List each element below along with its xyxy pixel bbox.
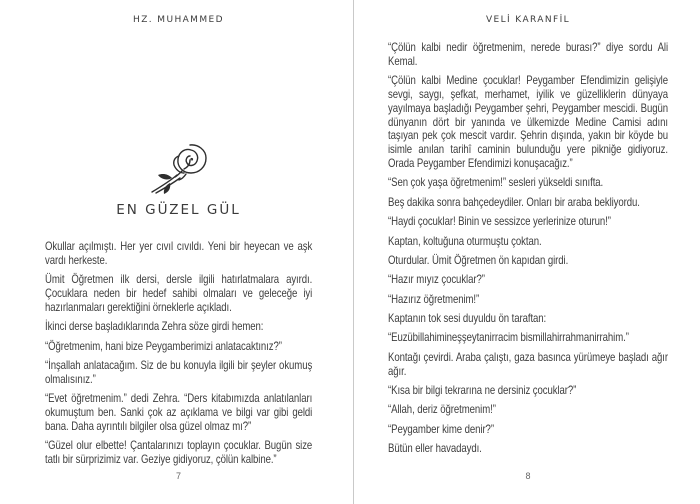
body-paragraph: Kontağı çevirdi. Araba çalıştı, gaza basınca yürümeye başladı ağır ağır.	[388, 349, 668, 378]
body-paragraph: Oturdular. Ümit Öğretmen ön kapıdan girdi.	[388, 252, 569, 267]
running-header-left: HZ. MUHAMMED	[133, 15, 224, 25]
body-paragraph: “Çölün kalbi Medine çocuklar! Peygamber Efendimizin gelişiyle sevgi, saygı, şefkat, merhamet, iyilik ve güzelliklerin dünyaya yayılmaya başladığı Peygamber şehri, Peygamber mescidi. Bugün dünyanın dört bir yanında ve ülkemizde Medine Camisi adını taşıyan pek çok mescit vardır. Şehrin dışında, yakın bir köyde bu isimle anılan tarihî caminin bulunduğu yere pikniğe gidiyoruz. Orada Peygamber Efendimizi konuşacağız.”	[388, 73, 668, 170]
body-paragraph: “Hazırız öğretmenim!”	[388, 291, 480, 306]
body-paragraph: Beş dakika sonra bahçedeydiler. Onları bir araba bekliyordu.	[388, 194, 640, 209]
body-paragraph: “Haydi çocuklar! Binin ve sessizce yerlerinize oturun!”	[388, 214, 611, 229]
left-page-body	[45, 240, 312, 472]
body-paragraph: Kaptanın tok sesi duyuldu ön taraftan:	[388, 311, 547, 326]
body-paragraph: “Hazır mıyız çocuklar?”	[388, 272, 485, 287]
body-paragraph: “Evet öğretmenim.” dedi Zehra. “Ders kitabımızda anlatılanları okumuştum ben. Sanki çok az açıklama ve bilgi var gibi geldi bana. Daha ayrıntılı bilgiler olsa güzel olmaz mı?”	[45, 391, 313, 433]
body-paragraph: “Allah, deriz öğretmenim!”	[388, 402, 496, 417]
body-paragraph: “Güzel olur elbette! Çantalarınızı toplayın çocuklar. Bugün size tatlı bir sürprizimiz var. Geziye gidiyoruz, çölün kalbine.”	[45, 438, 313, 466]
body-paragraph: “Çölün kalbi nedir öğretmenim, nerede burası?” diye sordu Ali Kemal.	[388, 40, 668, 68]
right-page-body	[388, 41, 668, 462]
body-paragraph: “Sen çok yaşa öğretmenim!” sesleri yükseldi sınıfta.	[388, 175, 604, 190]
rose-icon	[45, 143, 312, 195]
chapter-title: EN GÜZEL GÜL	[116, 202, 241, 218]
body-paragraph: “Kısa bir bilgi tekrarına ne dersiniz çocuklar?”	[388, 383, 577, 398]
body-paragraph: Bütün eller havadaydı.	[388, 441, 482, 456]
body-paragraph: İkinci derse başladıklarında Zehra söze girdi hemen:	[45, 319, 264, 334]
page-number-left: 7	[175, 471, 181, 481]
body-paragraph: Ümit Öğretmen ilk dersi, dersle ilgili hatırlatmalara ayırdı. Çocuklara neden bir hedef sahibi olmaları ve geleceğe iyi hazırlanmaları gerektiğini örneklerle açıkladı.	[45, 272, 313, 314]
running-header-right: VELİ KARANFİL	[485, 15, 571, 25]
page-number-right: 8	[525, 471, 531, 481]
body-paragraph: Okullar açılmıştı. Her yer cıvıl cıvıldı. Yeni bir heyecan ve aşk vardı herkeste.	[45, 239, 313, 267]
body-paragraph: Kaptan, koltuğuna oturmuştu çoktan.	[388, 233, 542, 248]
body-paragraph: “Öğretmenim, hani bize Peygamberimizi anlatacaktınız?”	[45, 338, 282, 353]
body-paragraph: “Euzübillahimineşşeytanirracim bismillahirrahmanirrahim.”	[388, 330, 629, 345]
body-paragraph: “Peygamber kime denir?”	[388, 421, 494, 436]
page-gutter-divider	[353, 0, 354, 504]
body-paragraph: “İnşallah anlatacağım. Siz de bu konuyla ilgili bir şeyler okumuş olmalısınız.”	[45, 357, 313, 386]
